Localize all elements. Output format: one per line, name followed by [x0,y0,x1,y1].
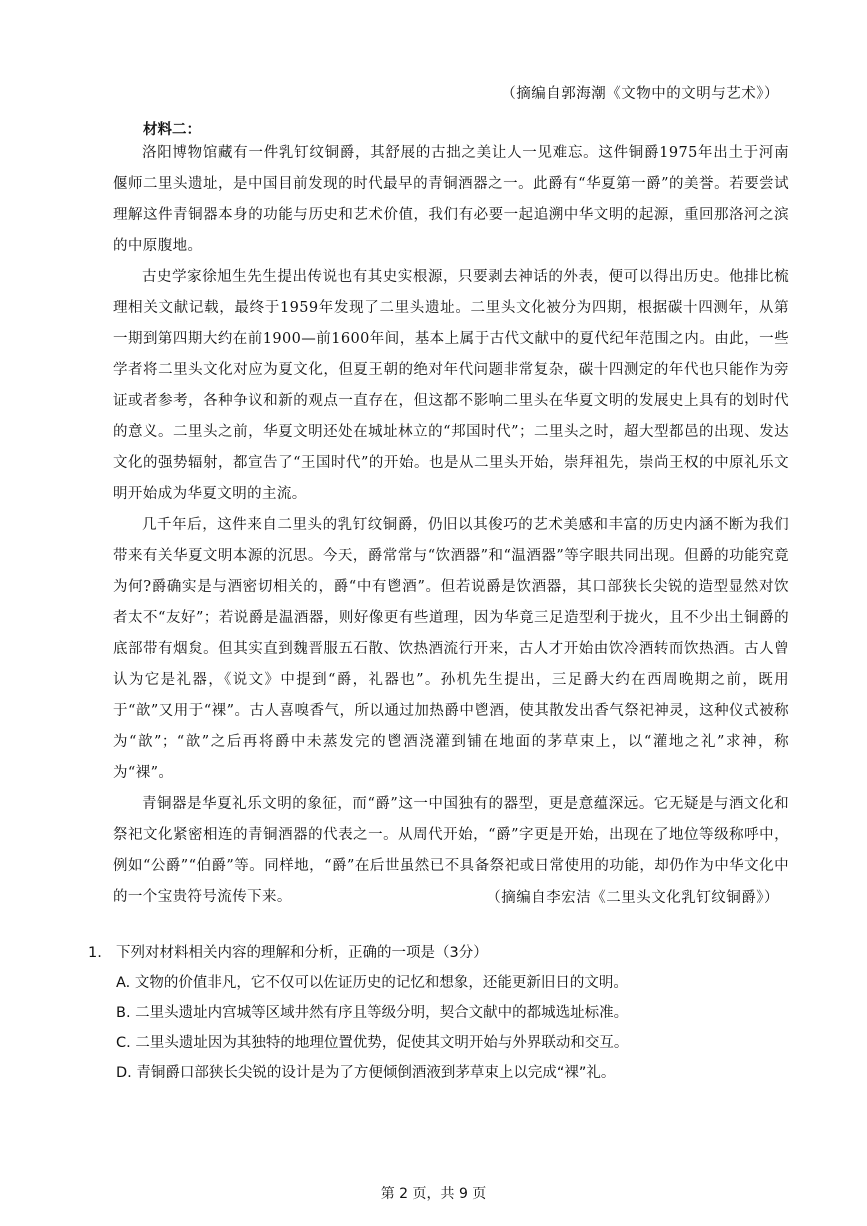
paragraph: 洛阳博物馆藏有一件乳钉纹铜爵，其舒展的古拙之美让人一见难忘。这件铜爵1975年出土于河南偃师二里头遗址，是中国目前发现的时代最早的青铜酒器之一。此爵有“华夏第一爵”的美誉。若要尝试理解这件青铜器本身的功能与历史和艺术价值，我们有必要一起追溯中华文明的起源，重回那洛河之滨的中原腹地。 [113,145,789,254]
question-stem: 下列对材料相关内容的理解和分析，正确的一项是（3分） [116,945,488,961]
material-2-body [113,138,789,913]
paragraph: 青铜器是华夏礼乐文明的象征，而“爵”这一中国独有的器型，更是意蕴深远。它无疑是与酒文化和祭祀文化紧密相连的青铜酒器的代表之一。从周代开始，“爵”字更是开始，出现在了地位等级称呼中，例如“公爵”“伯爵”等。同样地，“爵”在后世虽然已不具备祭祀或日常使用的功能，却仍作为中华文化中的一个宝贵符号流传下来。 [113,796,789,905]
option-a: A. 文物的价值非凡，它不仅可以佐证历史的记忆和想象，还能更新旧日的文明。 [116,975,628,991]
option-d: D. 青铜爵口部狭长尖锐的设计是为了方便倾倒酒液到茅草束上以完成“裸”礼。 [116,1065,616,1081]
question-1 [88,938,788,1088]
paragraph: 几千年后，这件来自二里头的乳钉纹铜爵，仍旧以其俊巧的艺术美感和丰富的历史内涵不断为我们带来有关华夏文明本源的沉思。今天，爵常常与“饮酒器”和“温酒器”等字眼共同出现。但爵的功能究竟为何?爵确实是与酒密切相关的，爵“中有鬯酒”。但若说爵是饮酒器，其口部狭长尖锐的造型显然对饮者太不“友好”；若说爵是温酒器，则好像更有些道理，因为华竟三足造型利于拢火，且不少出土铜爵的底部带有烟炱。但其实直到魏晋服五石散、饮热酒流行开来，古人才开始由饮冷酒转而饮热酒。古人曾认为它是礼器，《说文》中提到“爵，礼器也”。孙机先生提出，三足爵大约在西周晚期之前，既用于“歆”又用于“裸”。古人喜嗅香气，所以通过加热爵中鬯酒，使其散发出香气祭祀神灵，这种仪式被称为“歆”；“歆”之后再将爵中未蒸发完的鬯酒浇灌到铺在地面的茅草束上，以“灌地之礼”求神，称为“裸”。 [113,517,789,781]
question-number: 1. [88,945,102,961]
option-b: B. 二里头遗址内宫城等区域井然有序且等级分明，契合文献中的都城选址标准。 [116,1005,629,1021]
question-stem-row [88,938,788,968]
option-c: C. 二里头遗址因为其独特的地理位置优势，促使其文明开始与外界联动和交互。 [116,1035,629,1051]
source-citation-2: （摘编自李宏洁《二里头文化乳钉纹铜爵》） [486,890,779,906]
page-footer: 第 2 页，共 9 页 [380,1186,487,1202]
material-2-label: 材料二： [143,121,201,138]
source-citation-1: （摘编自郭海潮《文物中的文明与艺术》） [501,86,779,102]
paragraph: 古史学家徐旭生先生提出传说也有其史实根源，只要剥去神话的外表，便可以得出历史。他排比梳理相关文献记载，最终于1959年发现了二里头遗址。二里头文化被分为四期，根据碳十四测年，从第一期到第四期大约在前1900—前1600年间，基本上属于古代文献中的夏代纪年范围之内。由此，一些学者将二里头文化对应为夏文化，但夏王朝的绝对年代问题非常复杂，碳十四测定的年代也只能作为旁证或者参考，各种争议和新的观点一直存在，但这都不影响二里头在华夏文明的发展史上具有的划时代的意义。二里头之前，华夏文明还处在城址林立的“邦国时代”；二里头之时，超大型都邑的出现、发达文化的强势辐射，都宣告了“王国时代”的开始。也是从二里头开始，崇拜祖先，崇尚王权的中原礼乐文明开始成为华夏文明的主流。 [113,269,789,502]
